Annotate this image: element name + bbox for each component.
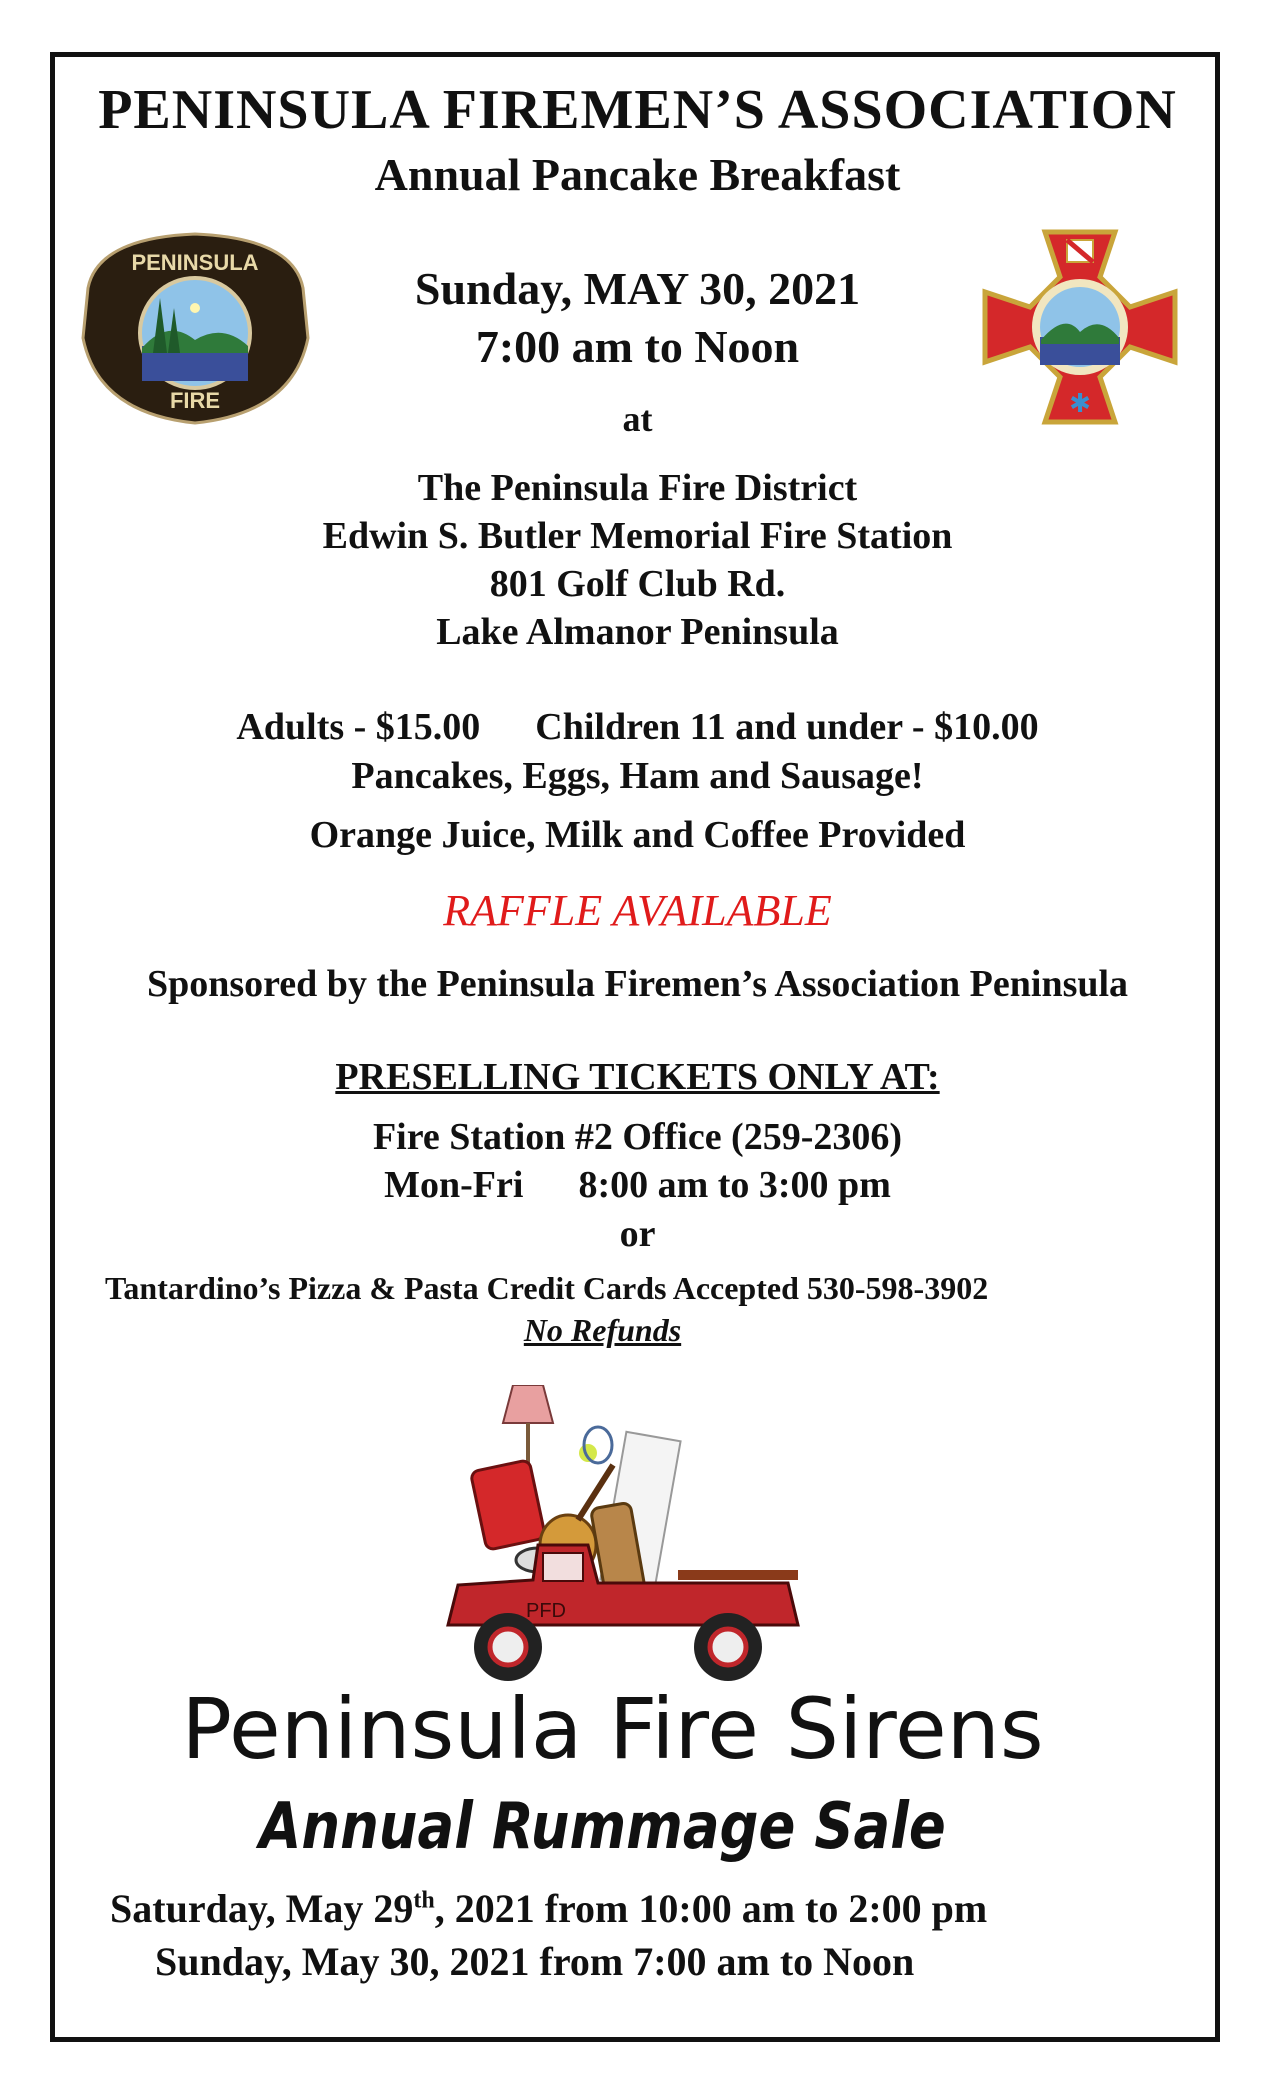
or-text: or <box>619 1213 656 1255</box>
raffle-notice: RAFFLE AVAILABLE <box>443 886 832 935</box>
ticket-days: Mon-Fri <box>384 1164 524 1206</box>
tickets-heading: PRESELLING TICKETS ONLY AT: <box>335 1056 940 1098</box>
adult-price: Adults - $15.00 <box>236 706 481 748</box>
venue-line-1: The Peninsula Fire District <box>417 467 858 509</box>
rummage-sunday: Sunday, May 30, 2021 from 7:00 am to Noon <box>155 1939 915 1984</box>
sponsor-line: Sponsored by the Peninsula Firemen’s Association Peninsula <box>146 963 1129 1005</box>
badge-bottom-text: FIRE <box>169 388 221 413</box>
ticket-location-1: Fire Station #2 Office (259-2306) <box>372 1116 903 1158</box>
ticket-hours <box>0 1163 1275 1207</box>
rummage-subtitle: Annual Rummage Sale <box>259 1790 946 1864</box>
page-title: PENINSULA FIREMEN’S ASSOCIATION <box>98 79 1177 141</box>
rummage-saturday <box>110 1885 987 1932</box>
event-date: Sunday, MAY 30, 2021 <box>414 263 861 314</box>
event-at: at <box>622 399 653 439</box>
date-suffix: th <box>413 1887 435 1914</box>
saturday-hours: , 2021 from 10:00 am to 2:00 pm <box>434 1886 988 1931</box>
ticket-location-2: Tantardino’s Pizza & Pasta Credit Cards Accepted 530-598-3902 <box>105 1270 989 1306</box>
fire-truck-rummage-illustration <box>438 1385 838 1695</box>
venue-line-3: 801 Golf Club Rd. <box>489 563 786 605</box>
badge-top-text: PENINSULA <box>131 250 259 275</box>
ticket-time: 8:00 am to 3:00 pm <box>578 1164 891 1206</box>
venue-line-4: Lake Almanor Peninsula <box>436 611 839 653</box>
prices <box>0 705 1275 749</box>
page-subtitle: Annual Pancake Breakfast <box>374 149 901 200</box>
child-price: Children 11 and under - $10.00 <box>535 706 1039 748</box>
rummage-title: Peninsula Fire Sirens <box>181 1680 1044 1778</box>
menu-drinks: Orange Juice, Milk and Coffee Provided <box>309 814 966 856</box>
menu-food: Pancakes, Eggs, Ham and Sausage! <box>351 755 924 797</box>
saturday-date: Saturday, May 29 <box>110 1886 414 1931</box>
truck-door-text: PFD <box>526 1600 566 1622</box>
star-of-life-icon: ✱ <box>1069 389 1091 419</box>
venue-line-2: Edwin S. Butler Memorial Fire Station <box>322 515 953 557</box>
no-refunds: No Refunds <box>523 1312 682 1348</box>
event-hours: 7:00 am to Noon <box>475 321 800 372</box>
